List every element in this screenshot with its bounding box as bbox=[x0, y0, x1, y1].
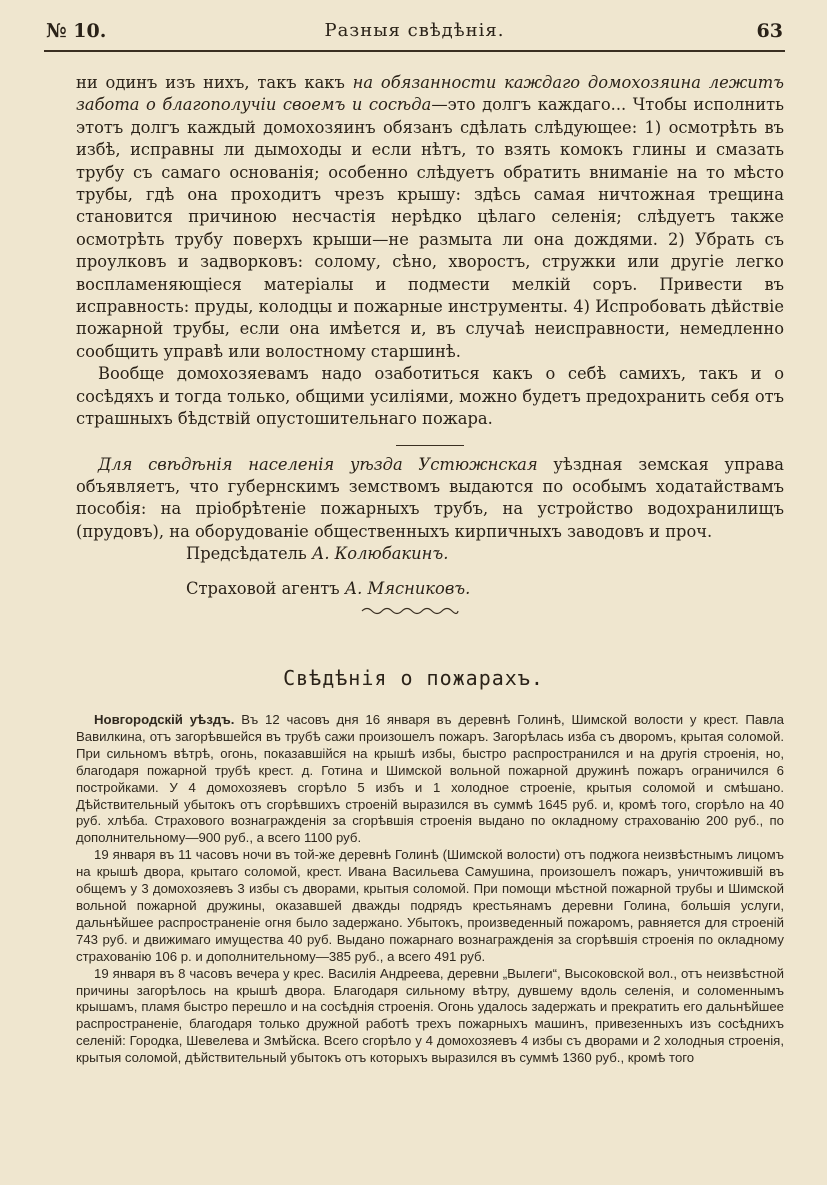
signature-agent bbox=[76, 578, 784, 600]
running-title: Разныя свѣдѣнія. bbox=[324, 20, 505, 41]
signature-name: А. Мясниковъ. bbox=[344, 578, 471, 598]
page-header bbox=[46, 20, 783, 50]
report-district: Новгородскій уѣздъ. bbox=[94, 712, 235, 727]
signature-chairman bbox=[76, 543, 784, 565]
paragraph-duties bbox=[76, 72, 784, 363]
text-run: ни одинъ изъ нихъ, такъ какъ bbox=[76, 73, 353, 92]
report-entry: 19 января въ 11 часовъ ночи въ той-же деревнѣ Голинѣ (Шимской волости) отъ поджога неизвѣстнымъ лицомъ на крышѣ двора, крытаго соломой, крест. Ивана Васильева Самушина, произошелъ пожаръ, уничтожившій въ общемъ у 3 домохозяевъ 3 избы съ дворами, крытыя соломой. При помощи мѣстной пожарной трубы и Шимской вольной пожарной дружины, оказавшей дважды подрядъ крестьянамъ деревни Голина, большія услуги, дальнѣйшее распространеніе огня было задержано. Убытокъ, произведенный пожаромъ, равняется для строеній 743 руб. и движимаго имущества 40 руб. Выдано пожарнаго вознагражденія за сгорѣвшія строенія по окладному страхованію 106 р. и дополнительному—385 руб., а всего 491 руб. bbox=[76, 847, 784, 964]
signature-name: А. Колюбакинъ. bbox=[311, 544, 449, 564]
header-rule bbox=[44, 50, 785, 52]
section-title: Свѣдѣнія о пожарахъ. bbox=[283, 666, 544, 690]
text-run: —это долгъ каждаго... Чтобы исполнить этотъ долгъ каждый домохозяинъ обязанъ сдѣлать слѣдующее: 1) осмотрѣть въ избѣ, исправны ли дымоходы и если нѣтъ, то взять комокъ глины и смазать трубу съ самаго основанія; особенно слѣдуетъ обратить вниманіе на то мѣсто трубы, гдѣ она проходитъ чрезъ крышу: здѣсь самая ничтожная трещина становится причиною несчастія нерѣдко цѣлаго селенія; слѣдуетъ также осмотрѣть трубу поверхъ крыши—не размыта ли она дождями. 2) Убрать съ проулковъ и задворковъ: солому, сѣно, хворостъ, стружки или другіе легко воспламеняющіеся матеріалы и подмести мелкій соръ. Привести въ исправность: пруды, колодцы и пожарные инструменты. 4) Испробовать дѣйствіе пожарной трубы, если она имѣется и, въ случаѣ неисправности, немедленно сообщить управѣ или волостному старшинѣ. bbox=[76, 95, 784, 361]
paragraph-general: Вообще домохозяевамъ надо озаботиться какъ о себѣ самихъ, такъ и о сосѣдяхъ и тогда только, общими усиліями, можно будетъ предохранить себя отъ страшныхъ бѣдствій опустошительнаго пожара. bbox=[76, 364, 784, 429]
report-entry bbox=[76, 712, 784, 847]
paragraph-announcement bbox=[76, 454, 784, 544]
main-text bbox=[76, 72, 784, 600]
text-run: уѣздная земская управа объявляетъ, что губернскимъ земствомъ выдаются по особымъ ходатайствамъ пособія: на пріобрѣтеніе пожарныхъ трубъ, на устройство водохранилищъ (прудовъ), на оборудованіе общественныхъ кирпичныхъ заводовъ и проч. bbox=[76, 454, 784, 541]
italic-text: на обязанности каждаго домохозяина лежитъ забота о благополучіи своемъ и сосѣда bbox=[76, 73, 784, 115]
decorative-wave-divider bbox=[360, 604, 460, 618]
fire-reports bbox=[76, 712, 784, 1067]
issue-number: № 10. bbox=[46, 20, 107, 42]
separator-rule bbox=[396, 445, 464, 446]
italic-text: Для свѣдѣнія населенія уѣзда Устюжнская bbox=[98, 454, 538, 474]
report-entry: 19 января въ 8 часовъ вечера у крес. Василія Андреева, деревни „Вылеги“, Высоковской вол., отъ неизвѣстной причины загорѣлось на крышѣ двора. Благодаря сильному вѣтру, дувшему вдоль селенія, и соломеннымъ крышамъ, пламя быстро перешло и на сосѣднія строенія. Огонь удалось задержать и прекратить его дальнѣйшее распространеніе, благодаря только дружной работѣ трехъ пожарныхъ машинъ, привезенныхъ изъ сосѣднихъ селеній: Городка, Шевелева и Змѣйска. Всего сгорѣло у 4 домохозяевъ 4 избы съ дворами и 2 холодныя строенія, крытыя соломой, дѣйствительный убытокъ отъ которыхъ выразился въ суммѣ 1360 руб., кромѣ того bbox=[76, 965, 784, 1066]
signature-label: Предсѣдатель bbox=[186, 544, 312, 564]
report-text: Въ 12 часовъ дня 16 января въ деревнѣ Голинѣ, Шимской волости у крест. Павла Вавилкина, отъ загорѣвшейся въ трубѣ сажи произошелъ пожаръ. Загорѣлась изба съ дворомъ, крытая соломой. При сильномъ вѣтрѣ, огонь, показавшійся на крышѣ избы, быстро распространился и на другія строенія, но, благодаря пожарной трубѣ крест. д. Готина и Шимской вольной пожарной дружинѣ пожаръ ограничился 6 постройками. У 4 домохозяевъ сгорѣло 5 избъ и 1 холодное строеніе, крытыя соломой и смѣшано. Дѣйствительный убытокъ отъ сгорѣвшихъ строеній выразился въ суммѣ 1645 руб. и, кромѣ того, сгорѣло на 40 руб. хлѣба. Страхового вознагражденія за сгорѣвшія строенія выдано по окладному страхованію 200 руб., по дополнительному—900 руб., а всего 1100 руб. bbox=[76, 712, 784, 846]
page-number: 63 bbox=[756, 20, 783, 42]
signature-label: Страховой агентъ bbox=[186, 578, 345, 598]
